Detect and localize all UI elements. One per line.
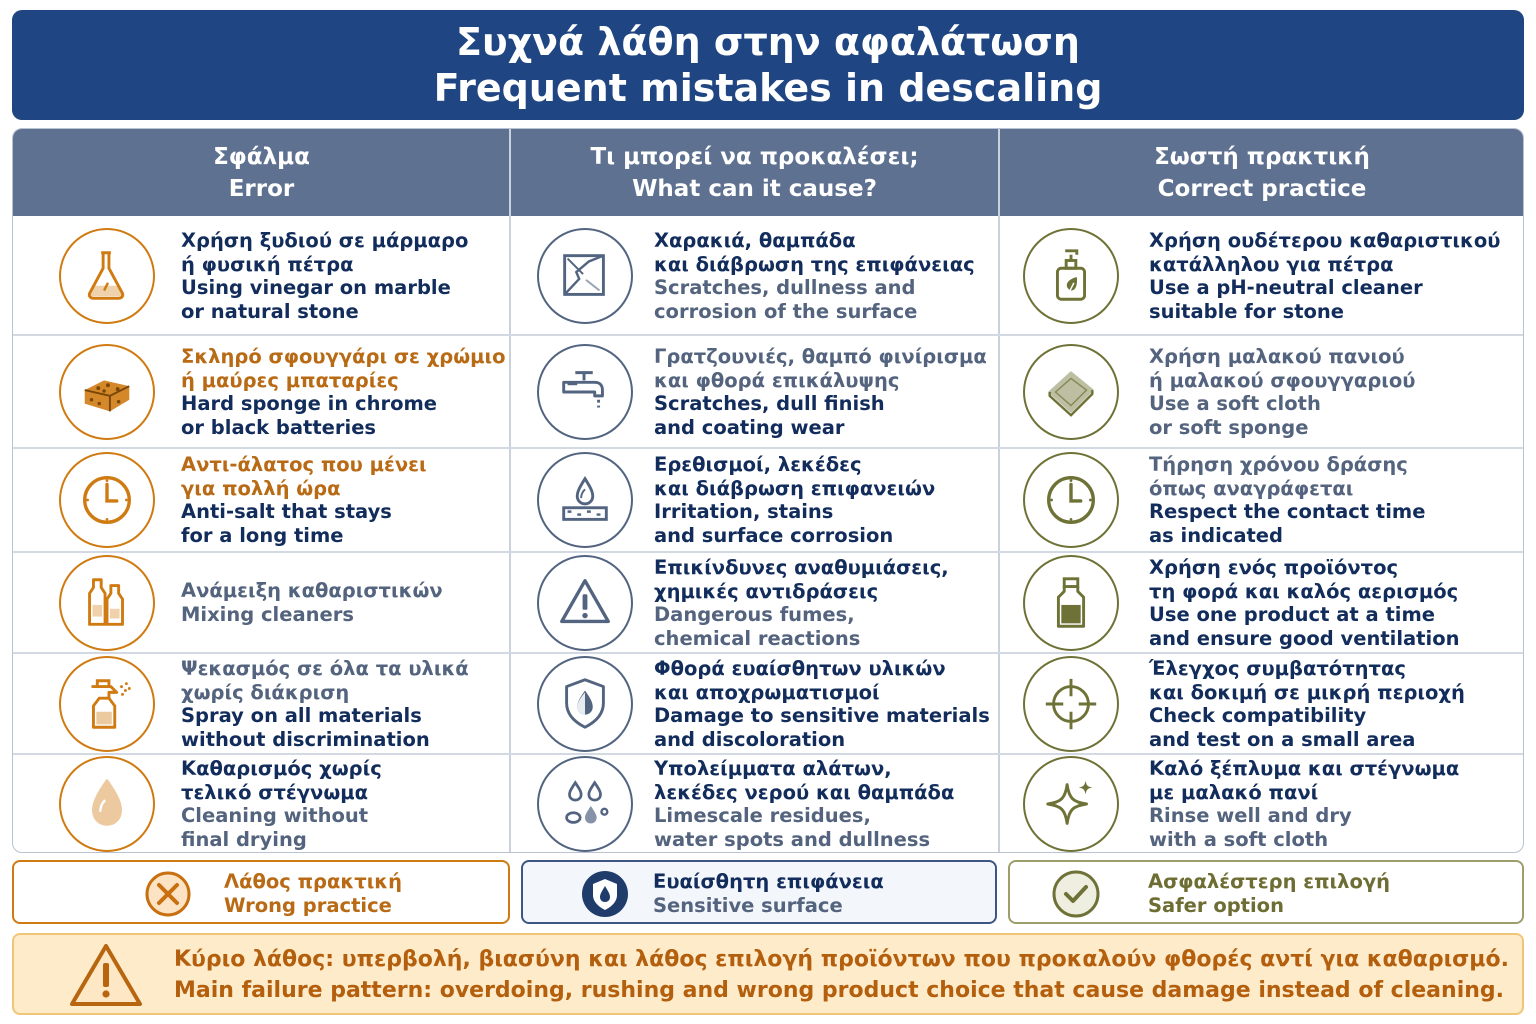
cause-cell-text <box>654 657 990 751</box>
practice-text-en: as indicated <box>1149 523 1283 547</box>
practice-cell-text <box>1149 453 1425 547</box>
clock-icon <box>59 452 155 548</box>
error-cell-text <box>181 453 427 547</box>
footer-text-en: Main failure pattern: overdoing, rushing and wrong product choice that cause damage instead of cleaning. <box>174 978 1505 1003</box>
error-text-el: χωρίς διάκριση <box>181 680 350 704</box>
practice-text-el: Καλό ξέπλυμα και στέγνωμα <box>1149 757 1460 780</box>
shield-droplet-icon <box>537 656 633 752</box>
legend-wrong-practice <box>12 860 510 924</box>
header-practice-el: Σωστή πρακτική <box>1154 143 1370 170</box>
practice-text-el: Τήρηση χρόνου δράσης <box>1149 453 1408 476</box>
error-text-el: για πολλή ώρα <box>181 476 341 500</box>
footer-text <box>174 944 1509 1006</box>
practice-text-el: ή μαλακού σφουγγαριού <box>1149 368 1416 392</box>
warning-icon <box>537 555 633 651</box>
cause-text-el: Γρατζουνιές, θαμπό φινίρισμα <box>654 345 987 368</box>
cause-cell-text <box>654 556 949 650</box>
footer-banner <box>12 933 1524 1015</box>
table-row <box>13 335 1524 448</box>
error-text-en: Spray on all materials <box>181 704 422 727</box>
cause-cell-text <box>654 229 975 323</box>
practice-text-en: and ensure good ventilation <box>1149 626 1460 650</box>
practice-text-el: Χρήση μαλακού πανιού <box>1149 345 1405 368</box>
table-row <box>13 552 1524 653</box>
cause-text-en: Dangerous fumes, <box>654 603 855 626</box>
error-text-el: Αντι-άλατος που μένει <box>181 453 427 476</box>
practice-text-en: or soft sponge <box>1149 415 1309 439</box>
crosshair-icon <box>1023 656 1119 752</box>
cause-text-en: Limescale residues, <box>654 804 871 827</box>
practice-text-el: τη φορά και καλός αερισμός <box>1149 579 1459 603</box>
practice-text-en: Use one product at a time <box>1149 603 1435 626</box>
cause-text-en: Scratches, dull finish <box>654 392 885 415</box>
header-practice-en: Correct practice <box>1157 175 1367 202</box>
practice-text-en: suitable for stone <box>1149 299 1345 323</box>
legend-safer-en: Safer option <box>1148 894 1284 917</box>
practice-text-el: όπως αναγράφεται <box>1149 476 1354 500</box>
cracked-surface-icon <box>537 228 633 324</box>
practice-text-el: με μαλακό πανί <box>1149 780 1319 804</box>
practice-text-en: Rinse well and dry <box>1149 804 1352 827</box>
cause-text-el: Χαρακιά, θαμπάδα <box>654 229 856 252</box>
error-text-en: Anti-salt that stays <box>181 500 392 523</box>
bottles-icon <box>59 555 155 651</box>
cause-cell-text <box>654 757 954 851</box>
practice-text-el: Χρήση ενός προϊόντος <box>1149 556 1399 579</box>
spray-bottle-icon <box>59 656 155 752</box>
water-drop-icon <box>59 756 155 852</box>
practice-text-en: Use a pH-neutral cleaner <box>1149 276 1423 299</box>
header-error-el: Σφάλμα <box>213 143 310 170</box>
cause-text-el: Φθορά ευαίσθητων υλικών <box>654 657 946 680</box>
error-text-el: Ανάμειξη καθαριστικών <box>181 579 443 602</box>
header-cause-en: What can it cause? <box>632 175 877 202</box>
error-text-en: Cleaning without <box>181 804 369 827</box>
table-row <box>13 217 1524 335</box>
warning-icon <box>68 941 144 1009</box>
error-cell-text <box>181 757 382 851</box>
error-text-en: Hard sponge in chrome <box>181 392 438 415</box>
cause-text-en: and discoloration <box>654 727 846 751</box>
legend-sensitive-surface <box>521 860 997 924</box>
error-text-en: or black batteries <box>181 415 377 439</box>
error-text-en: for a long time <box>181 523 344 547</box>
soap-bottle-icon <box>1023 228 1119 324</box>
header-error-en: Error <box>228 175 295 202</box>
check-circle-icon <box>1050 869 1102 919</box>
shield-icon <box>579 869 631 919</box>
sponge-icon <box>59 344 155 440</box>
practice-text-en: Respect the contact time <box>1149 500 1426 523</box>
error-text-el: ή φυσική πέτρα <box>181 252 354 276</box>
cause-text-el: Επικίνδυνες αναθυμιάσεις, <box>654 556 949 579</box>
cause-text-en: chemical reactions <box>654 626 861 650</box>
mistakes-table <box>12 128 1524 853</box>
cause-text-el: Ερεθισμοί, λεκέδες <box>654 453 862 476</box>
cause-text-el: Υπολείμματα αλάτων, <box>654 757 892 780</box>
error-text-en: or natural stone <box>181 299 359 323</box>
practice-text-en: with a soft cloth <box>1149 827 1329 851</box>
title-greek: Συχνά λάθη στην αφαλάτωση <box>456 20 1080 64</box>
cause-text-en: Scratches, dullness and <box>654 276 916 299</box>
header-cause <box>510 129 999 216</box>
practice-text-el: Έλεγχος συμβατότητας <box>1149 657 1406 680</box>
error-text-en: Using vinegar on marble <box>181 276 451 299</box>
practice-text-en: Check compatibility <box>1149 704 1367 727</box>
error-cell-text <box>181 229 468 323</box>
droplet-on-surface-icon <box>537 452 633 548</box>
cause-text-el: χημικές αντιδράσεις <box>654 579 879 603</box>
error-text-el: τελικό στέγνωμα <box>181 780 369 804</box>
error-cell-text <box>181 657 469 751</box>
table-row <box>13 653 1524 754</box>
title-english: Frequent mistakes in descaling <box>433 66 1103 110</box>
practice-text-el: κατάλληλου για πέτρα <box>1149 252 1394 276</box>
practice-text-en: Use a soft cloth <box>1149 392 1321 415</box>
cause-text-el: και διάβρωση της επιφάνειας <box>654 252 975 276</box>
header-cause-el: Τι μπορεί να προκαλέσει; <box>590 143 919 170</box>
legend-safer-text <box>1148 870 1390 918</box>
error-cell-text <box>181 579 443 626</box>
error-text-el: ή μαύρες μπαταρίες <box>181 368 399 392</box>
cause-text-en: and surface corrosion <box>654 523 894 547</box>
header-practice <box>999 129 1524 216</box>
footer-text-el: Κύριο λάθος: υπερβολή, βιασύνη και λάθος επιλογή προϊόντων που προκαλούν φθορές αντί για καθαρισμό. <box>174 947 1509 972</box>
error-cell-text <box>181 345 506 439</box>
cause-text-el: λεκέδες νερού και θαμπάδα <box>654 780 955 804</box>
practice-text-el: και δοκιμή σε μικρή περιοχή <box>1149 680 1465 704</box>
error-text-el: Χρήση ξυδιού σε μάρμαρο <box>181 229 469 252</box>
legend-wrong-text <box>224 870 402 918</box>
water-spots-icon <box>537 756 633 852</box>
cause-text-el: και αποχρωματισμοί <box>654 680 880 704</box>
cause-text-el: και διάβρωση επιφανειών <box>654 476 936 500</box>
legend-safer-option <box>1008 860 1524 924</box>
legend-sensitive-en: Sensitive surface <box>653 894 843 917</box>
practice-cell-text <box>1149 657 1465 751</box>
cause-cell-text <box>654 453 935 547</box>
soft-cloth-icon <box>1023 344 1119 440</box>
cause-text-en: water spots and dullness <box>654 827 931 851</box>
cause-text-en: Damage to sensitive materials <box>654 704 990 727</box>
page-title <box>12 10 1524 120</box>
cause-text-en: and coating wear <box>654 415 845 439</box>
faucet-icon <box>537 344 633 440</box>
flask-icon <box>59 228 155 324</box>
sparkle-icon <box>1023 756 1119 852</box>
cause-text-el: και φθορά επικάλυψης <box>654 368 900 392</box>
practice-text-en: and test on a small area <box>1149 727 1416 751</box>
table-row <box>13 448 1524 552</box>
cause-cell-text <box>654 345 987 439</box>
practice-cell-text <box>1149 229 1500 323</box>
practice-cell-text <box>1149 556 1459 650</box>
legend-wrong-el: Λάθος πρακτική <box>224 870 403 893</box>
header-error <box>13 129 510 216</box>
legend-sensitive-text <box>653 870 884 918</box>
table-row <box>13 754 1524 853</box>
single-bottle-icon <box>1023 555 1119 651</box>
legend-sensitive-el: Ευαίσθητη επιφάνεια <box>653 870 884 893</box>
legend-wrong-en: Wrong practice <box>224 894 392 917</box>
error-text-en: Mixing cleaners <box>181 602 354 626</box>
legend-safer-el: Ασφαλέστερη επιλογή <box>1148 870 1391 893</box>
clock-icon <box>1023 452 1119 548</box>
error-text-el: Ψεκασμός σε όλα τα υλικά <box>181 657 469 680</box>
cause-text-en: corrosion of the surface <box>654 299 918 323</box>
x-circle-icon <box>142 869 194 919</box>
error-text-el: Καθαρισμός χωρίς <box>181 757 382 780</box>
cause-text-en: Irritation, stains <box>654 500 834 523</box>
practice-cell-text <box>1149 757 1459 851</box>
error-text-el: Σκληρό σφουγγάρι σε χρώμιο <box>181 345 506 368</box>
practice-cell-text <box>1149 345 1415 439</box>
error-text-en: final drying <box>181 827 307 851</box>
error-text-en: without discrimination <box>181 727 430 751</box>
table-header <box>13 129 1524 216</box>
practice-text-el: Χρήση ουδέτερου καθαριστικού <box>1149 229 1501 252</box>
